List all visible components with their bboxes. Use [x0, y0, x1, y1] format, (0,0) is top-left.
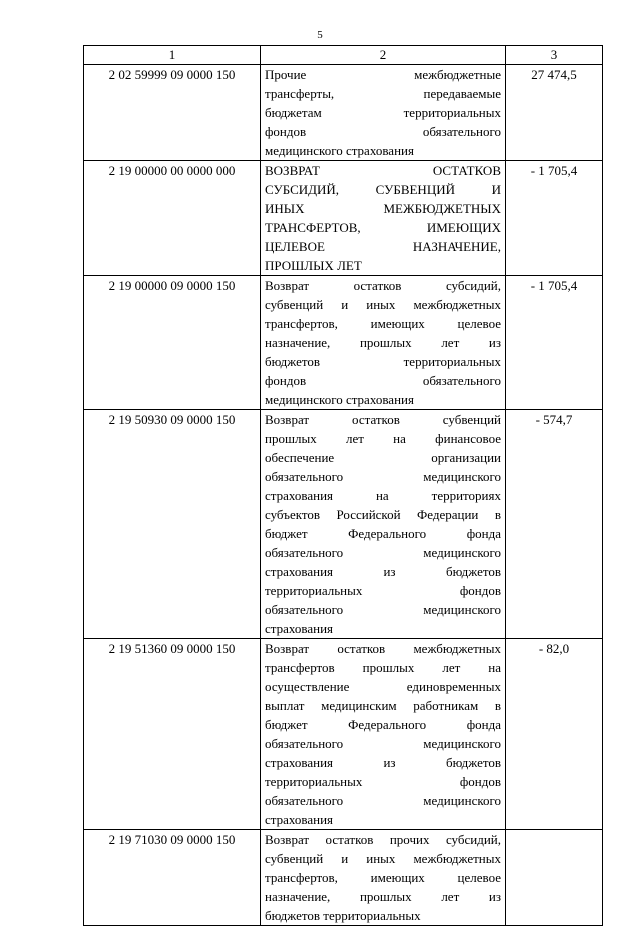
- description-line: ПРОШЛЫХ ЛЕТ: [265, 258, 362, 273]
- description-line: территориальных фондов: [265, 774, 501, 789]
- description-line: бюджет Федерального фонда: [265, 717, 501, 732]
- description-line: трансфертов прошлых лет на: [265, 660, 501, 675]
- budget-description: [261, 410, 506, 639]
- description-line: фондов обязательного: [265, 124, 501, 139]
- description-line: страхования на территориях: [265, 488, 501, 503]
- description-line: обязательного медицинского: [265, 469, 501, 484]
- description-line: назначение, прошлых лет из: [265, 335, 501, 350]
- column-header-amount: 3: [506, 46, 603, 65]
- description-line: Прочие межбюджетные: [265, 67, 501, 82]
- description-line: страхования из бюджетов: [265, 564, 501, 579]
- description-line: выплат медицинским работникам в: [265, 698, 501, 713]
- description-line: бюджетов территориальных: [265, 354, 501, 369]
- description-line: назначение, прошлых лет из: [265, 889, 501, 904]
- budget-description: [261, 639, 506, 830]
- budget-amount: - 82,0: [506, 639, 603, 830]
- description-line: субвенций и иных межбюджетных: [265, 297, 501, 312]
- description-line: медицинского страхования: [265, 143, 414, 158]
- table-row: [84, 639, 603, 830]
- description-line: Возврат остатков субсидий,: [265, 278, 501, 293]
- budget-code: 2 19 71030 09 0000 150: [84, 830, 261, 926]
- description-line: обязательного медицинского: [265, 545, 501, 560]
- description-line: территориальных фондов: [265, 583, 501, 598]
- description-line: субъектов Российской Федерации в: [265, 507, 501, 522]
- description-line: СУБСИДИЙ, СУБВЕНЦИЙ И: [265, 182, 501, 197]
- budget-code: 2 19 00000 00 0000 000: [84, 161, 261, 276]
- budget-description: [261, 830, 506, 926]
- description-line: бюджетов территориальных: [265, 908, 421, 923]
- description-line: ТРАНСФЕРТОВ, ИМЕЮЩИХ: [265, 220, 501, 235]
- budget-description: [261, 276, 506, 410]
- description-line: страхования: [265, 621, 334, 636]
- table-row: [84, 830, 603, 926]
- description-line: ЦЕЛЕВОЕ НАЗНАЧЕНИЕ,: [265, 239, 501, 254]
- description-line: Возврат остатков межбюджетных: [265, 641, 501, 656]
- column-header-description: 2: [261, 46, 506, 65]
- budget-table: [83, 45, 603, 926]
- description-line: трансфертов, имеющих целевое: [265, 316, 501, 331]
- budget-code: 2 19 00000 09 0000 150: [84, 276, 261, 410]
- budget-code: 2 02 59999 09 0000 150: [84, 65, 261, 161]
- description-line: фондов обязательного: [265, 373, 501, 388]
- description-line: осуществление единовременных: [265, 679, 501, 694]
- budget-code: 2 19 51360 09 0000 150: [84, 639, 261, 830]
- description-line: обязательного медицинского: [265, 602, 501, 617]
- description-line: страхования: [265, 812, 334, 827]
- table-row: [84, 276, 603, 410]
- table-row: [84, 410, 603, 639]
- description-line: ВОЗВРАТ ОСТАТКОВ: [265, 163, 501, 178]
- description-line: Возврат остатков прочих субсидий,: [265, 832, 501, 847]
- description-line: обеспечение организации: [265, 450, 501, 465]
- budget-description: [261, 65, 506, 161]
- description-line: бюджетам территориальных: [265, 105, 501, 120]
- description-line: страхования из бюджетов: [265, 755, 501, 770]
- budget-amount: - 574,7: [506, 410, 603, 639]
- description-line: ИНЫХ МЕЖБЮДЖЕТНЫХ: [265, 201, 501, 216]
- description-line: субвенций и иных межбюджетных: [265, 851, 501, 866]
- page-number: 5: [317, 29, 323, 41]
- table-row: [84, 161, 603, 276]
- budget-code: 2 19 50930 09 0000 150: [84, 410, 261, 639]
- budget-amount: - 1 705,4: [506, 161, 603, 276]
- budget-amount: 27 474,5: [506, 65, 603, 161]
- description-line: обязательного медицинского: [265, 736, 501, 751]
- description-line: обязательного медицинского: [265, 793, 501, 808]
- description-line: трансфертов, имеющих целевое: [265, 870, 501, 885]
- budget-amount: [506, 830, 603, 926]
- description-line: медицинского страхования: [265, 392, 414, 407]
- budget-amount: - 1 705,4: [506, 276, 603, 410]
- description-line: Возврат остатков субвенций: [265, 412, 501, 427]
- header-row: [84, 46, 603, 65]
- column-header-code: 1: [84, 46, 261, 65]
- description-line: прошлых лет на финансовое: [265, 431, 501, 446]
- description-line: трансферты, передаваемые: [265, 86, 501, 101]
- budget-description: [261, 161, 506, 276]
- description-line: бюджет Федерального фонда: [265, 526, 501, 541]
- table-row: [84, 65, 603, 161]
